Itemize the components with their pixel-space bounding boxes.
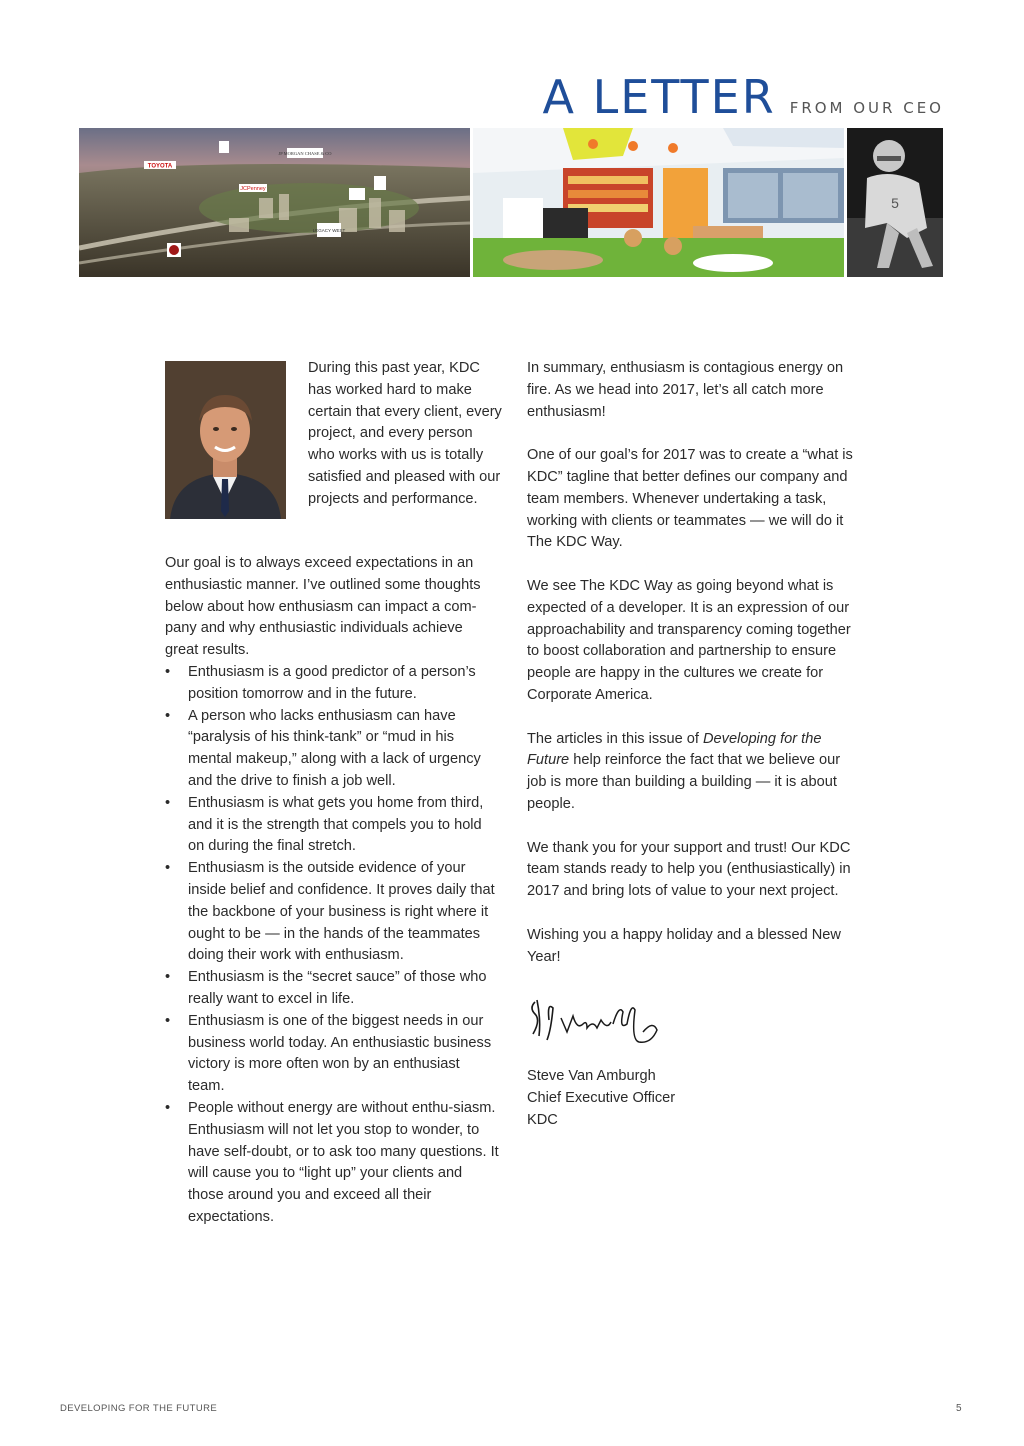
bullet-item: • A person who lacks enthusiasm can have “paralysis of his think-tank” or “mud in his mental makeup,” along with a lack of urgency and the drive to finish a job well.	[165, 706, 500, 793]
bullet-item: • Enthusiasm is a good predictor of a person’s position tomorrow and in the future.	[165, 662, 500, 706]
signer-title: Chief Executive Officer	[527, 1089, 676, 1106]
bullet-item: • Enthusiasm is the “secret sauce” of those who really want to excel in life.	[165, 967, 500, 1011]
bullet-item: • Enthusiasm is the outside evidence of your inside belief and confidence. It proves daily that the backbone of your business is right where it ought to be — in the hands of the teammates doing their work with enthusiasm.	[165, 858, 500, 967]
office-cafe-photo	[473, 128, 844, 277]
page-header	[542, 70, 944, 124]
lead-paragraph: Our goal is to always exceed expectations in an enthusiastic manner. I’ve outlined some thoughts below about how enthusiasm can impact a com-pany and why enthusiastic individuals achieve great results.	[165, 555, 481, 659]
footer-publication: DEVELOPING FOR THE FUTURE	[60, 1403, 218, 1414]
signer-company: KDC	[527, 1111, 558, 1128]
kdc-way-paragraph: We see The KDC Way as going beyond what is expected of a developer. It is an expression of our approachability and transparency coming together to boost collaboration and partnership to ensure people are happy in the cultures we create for Corporate America.	[527, 577, 851, 703]
bullet-item: • Enthusiasm is what gets you home from third, and it is the strength that compels you to hold on during the final stretch.	[165, 793, 500, 858]
aerial-city-photo	[79, 128, 470, 277]
bullet-item: • People without energy are without enthu-siasm. Enthusiasm will not let you stop to wonder, to have self-doubt, or to ask too many questions. It will cause you to “light up” your clients and those around you and exceed all their expectations.	[165, 1098, 500, 1229]
tagline-paragraph: One of our goal’s for 2017 was to create a “what is KDC” tagline that better defines our company and team members. Whenever undertaking a task, working with clients or teammates — we will do it The KDC Way.	[527, 447, 853, 551]
enthusiasm-bullet-list	[165, 662, 500, 1229]
page-number: 5	[956, 1403, 962, 1414]
left-column	[165, 553, 500, 1229]
ceo-portrait	[165, 361, 286, 519]
page-subtitle: FROM OUR CEO	[789, 99, 944, 117]
page-title: A LETTER	[542, 70, 776, 124]
toyota-label: TOYOTA	[147, 163, 173, 170]
summary-paragraph: In summary, enthusiasm is contagious energy on fire. As we head into 2017, let’s all catch more enthusiasm!	[527, 360, 844, 420]
articles-paragraph: The articles in this issue of Developing for the Future help reinforce the fact that we believe our job is more than building a building — it is about people.	[527, 730, 841, 812]
jpmorgan-label: JP MORGAN CHASE & CO	[278, 151, 332, 156]
svg-text:5: 5	[891, 195, 899, 211]
legacy-west-label: LEGACY WEST	[312, 228, 346, 233]
thanks-paragraph: We thank you for your support and trust! Our KDC team stands ready to help you (enthusiastically) in 2017 and bring lots of value to your next project.	[527, 839, 851, 900]
wishes-paragraph: Wishing you a happy holiday and a blessed New Year!	[527, 926, 841, 965]
ceo-signature	[527, 990, 667, 1048]
jcpenney-label: JCPenney	[240, 186, 266, 192]
football-player-photo	[847, 128, 943, 277]
right-column	[527, 358, 862, 1132]
bullet-item: • Enthusiasm is one of the biggest needs in our business world today. An enthusiastic business victory is more often won by an enthusiast team.	[165, 1011, 500, 1098]
publication-title: Developing for the Future	[527, 730, 822, 769]
signer-name: Steve Van Amburgh	[527, 1068, 656, 1085]
intro-paragraph: During this past year, KDC has worked hard to make certain that every client, every project, and every person who works with us is totally satisfied and pleased with our projects and performance.	[308, 360, 502, 507]
